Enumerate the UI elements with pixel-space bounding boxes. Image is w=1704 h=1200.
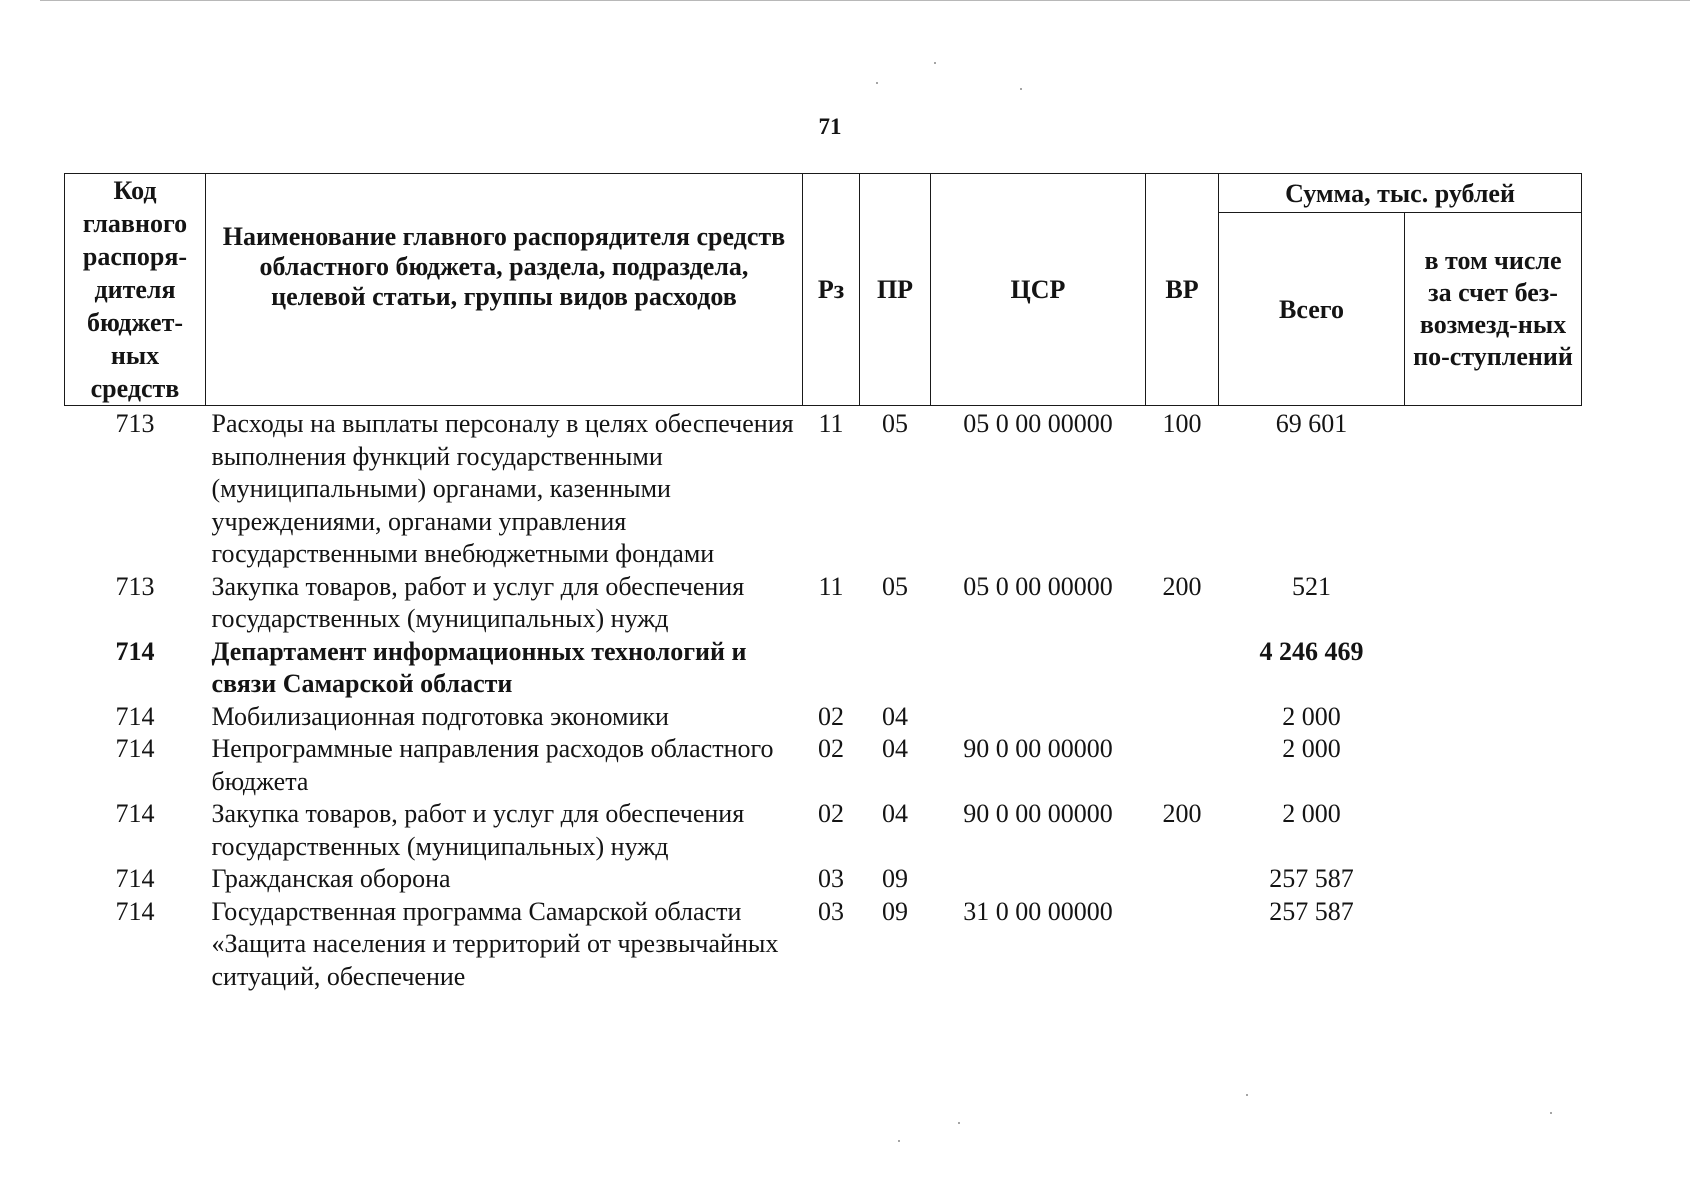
cell-name: Непрограммные направления расходов областного бюджета <box>211 734 774 796</box>
cell-code: 714 <box>115 636 155 666</box>
cell-rz: 02 <box>818 734 844 763</box>
cell-vr: 200 <box>1162 571 1202 601</box>
cell-vr: 100 <box>1162 409 1202 438</box>
table-row <box>65 406 1582 571</box>
cell-free <box>1405 636 1582 701</box>
cell-rz: 11 <box>818 571 844 601</box>
header-rz: Рз <box>803 174 860 406</box>
cell-total: 69 601 <box>1275 409 1348 438</box>
cell-pr: 05 <box>882 409 908 438</box>
cell-total: 257 587 <box>1269 896 1354 926</box>
cell-code: 714 <box>115 864 155 893</box>
header-sum: Сумма, тыс. рублей <box>1219 174 1582 213</box>
cell-csr: 90 0 00 00000 <box>963 799 1113 828</box>
cell-code: 714 <box>115 799 155 828</box>
budget-table <box>64 173 1582 993</box>
cell-pr <box>860 636 931 701</box>
cell-free <box>1405 896 1582 994</box>
top-scan-edge <box>40 0 1690 1</box>
scan-speck <box>1550 1112 1552 1114</box>
cell-free <box>1405 733 1582 798</box>
cell-total: 521 <box>1292 571 1331 601</box>
scan-speck <box>1020 88 1022 90</box>
cell-name: Мобилизационная подготовка экономики <box>211 701 669 731</box>
cell-pr: 09 <box>882 896 908 926</box>
cell-name: Закупка товаров, работ и услуг для обеспечения государственных (муниципальных) нужд <box>211 799 745 861</box>
cell-pr: 04 <box>882 701 908 731</box>
cell-free <box>1405 406 1582 571</box>
cell-pr: 04 <box>882 734 908 763</box>
table-row <box>65 863 1582 896</box>
cell-total: 4 246 469 <box>1259 636 1364 666</box>
cell-pr: 04 <box>882 799 908 828</box>
cell-code: 714 <box>115 896 155 926</box>
header-csr: ЦСР <box>931 174 1146 406</box>
cell-pr: 05 <box>882 571 908 601</box>
cell-free <box>1405 798 1582 863</box>
cell-csr: 90 0 00 00000 <box>963 734 1113 763</box>
cell-csr <box>931 863 1146 896</box>
cell-csr: 31 0 00 00000 <box>963 896 1113 926</box>
cell-free <box>1405 701 1582 734</box>
cell-vr <box>1146 636 1219 701</box>
table-body <box>65 406 1582 994</box>
table-header <box>65 174 1582 406</box>
cell-rz: 11 <box>818 409 844 438</box>
table-row <box>65 896 1582 994</box>
scan-speck <box>898 1140 900 1142</box>
table-row <box>65 798 1582 863</box>
cell-code: 713 <box>115 409 155 438</box>
cell-name: Расходы на выплаты персоналу в целях обеспечения выполнения функций государственными (муниципальными) органами, казенными учреждениями, органами управления государственными внебюджетными фондами <box>211 409 794 568</box>
cell-rz: 03 <box>818 864 844 893</box>
cell-csr: 05 0 00 00000 <box>963 571 1113 601</box>
cell-code: 714 <box>115 701 155 731</box>
cell-free <box>1405 571 1582 636</box>
page-number: 71 <box>818 114 842 139</box>
cell-vr <box>1146 863 1219 896</box>
header-name: Наименование главного распорядителя средств областного бюджета, раздела, подраздела, целевой статьи, группы видов расходов <box>206 174 803 406</box>
cell-total: 2 000 <box>1282 799 1341 828</box>
cell-vr <box>1146 896 1219 994</box>
scan-speck <box>876 82 878 84</box>
cell-vr: 200 <box>1162 799 1202 828</box>
cell-free <box>1405 863 1582 896</box>
table-row <box>65 701 1582 734</box>
table-row <box>65 733 1582 798</box>
cell-csr <box>931 636 1146 701</box>
header-vr: ВР <box>1146 174 1219 406</box>
cell-rz: 03 <box>818 896 844 926</box>
scan-speck <box>1246 1094 1248 1096</box>
cell-csr: 05 0 00 00000 <box>963 409 1113 438</box>
cell-code: 713 <box>115 571 155 601</box>
table-row <box>65 636 1582 701</box>
cell-rz: 02 <box>818 799 844 828</box>
cell-total: 2 000 <box>1282 701 1341 731</box>
cell-code: 714 <box>115 734 155 763</box>
header-code: Код главного распоря-дителя бюджет-ных средств <box>65 174 206 406</box>
cell-name: Департамент информационных технологий и связи Самарской области <box>211 636 747 698</box>
scan-speck <box>958 1122 960 1124</box>
cell-vr <box>1146 733 1219 798</box>
cell-csr <box>931 701 1146 734</box>
header-total: Всего <box>1219 213 1405 406</box>
cell-rz: 02 <box>818 701 844 731</box>
cell-total: 2 000 <box>1282 734 1341 763</box>
cell-total: 257 587 <box>1269 864 1354 893</box>
cell-name: Закупка товаров, работ и услуг для обеспечения государственных (муниципальных) нужд <box>211 571 745 633</box>
header-free: в том числе за счет без-возмезд-ных по-ступлений <box>1405 213 1582 406</box>
header-pr: ПР <box>860 174 931 406</box>
cell-pr: 09 <box>882 864 908 893</box>
table-row <box>65 571 1582 636</box>
cell-vr <box>1146 701 1219 734</box>
scan-speck <box>934 62 936 64</box>
cell-name: Государственная программа Самарской области «Защита населения и территорий от чрезвычайных ситуаций, обеспечение <box>211 896 779 991</box>
cell-rz <box>803 636 860 701</box>
cell-name: Гражданская оборона <box>211 864 451 893</box>
